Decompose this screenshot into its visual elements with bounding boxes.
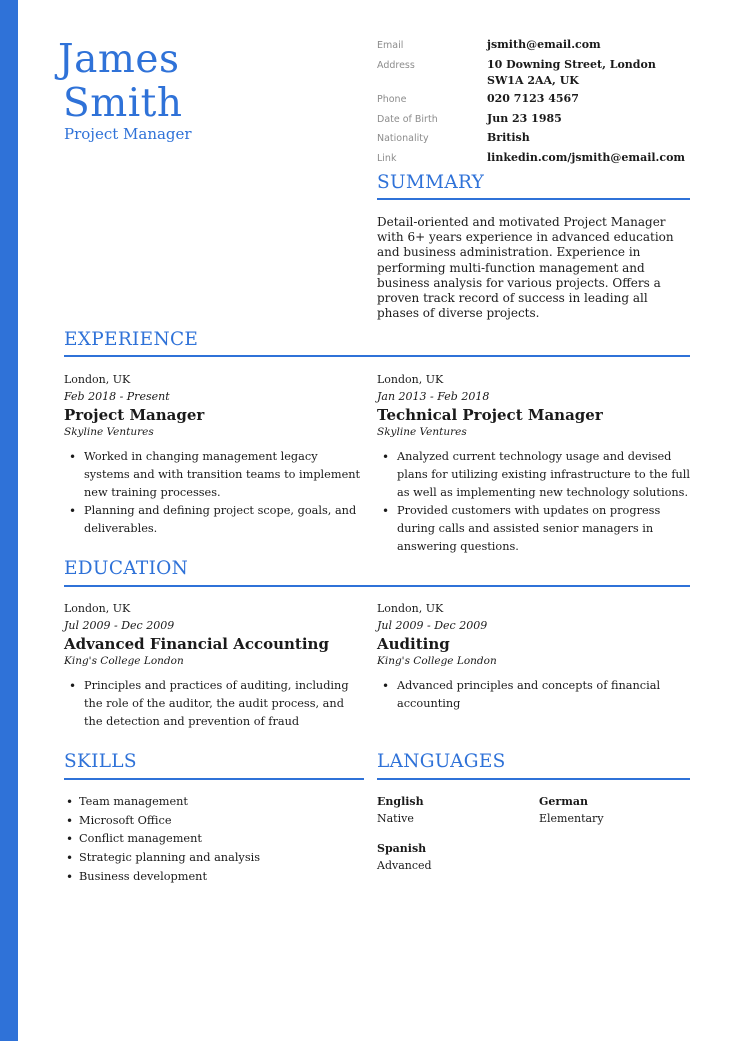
list-item: • Advanced principles and concepts of financial accounting — [377, 677, 693, 713]
contact-block — [377, 37, 697, 169]
experience-heading: EXPERIENCE — [64, 329, 199, 350]
language-item — [377, 795, 424, 825]
list-item: • Conflict management — [64, 830, 364, 849]
language-name: German — [539, 795, 588, 808]
list-item: • Principles and practices of auditing, including the role of the auditor, the audit process, and the detection and prevention of fraud — [64, 677, 364, 731]
entry-location: London, UK — [377, 602, 444, 615]
skills-heading: SKILLS — [64, 751, 137, 772]
accent-side-bar — [0, 0, 18, 1041]
education-divider — [64, 585, 690, 587]
first-name: James — [58, 37, 180, 82]
address-value: 10 Downing Street, London SW1A 2AA, UK — [487, 57, 656, 87]
education-entry — [64, 602, 364, 731]
phone-value: 020 7123 4567 — [487, 92, 579, 105]
contact-row-phone — [377, 91, 697, 108]
dob-value: Jun 23 1985 — [487, 111, 562, 125]
entry-dates: Feb 2018 - Present — [64, 390, 170, 403]
entry-title: Technical Project Manager — [377, 406, 603, 424]
last-name: Smith — [63, 81, 183, 126]
contact-row-link — [377, 150, 697, 167]
candidate-role: Project Manager — [64, 125, 192, 143]
contact-row-address — [377, 57, 697, 89]
list-item: • Team management — [64, 793, 364, 812]
entry-location: London, UK — [377, 373, 444, 386]
experience-divider — [64, 355, 690, 357]
entry-bullets — [64, 448, 364, 538]
contact-row-nationality — [377, 130, 697, 147]
entry-dates: Jul 2009 - Dec 2009 — [64, 619, 175, 632]
summary-heading: SUMMARY — [377, 172, 485, 193]
contact-label: Phone — [377, 94, 407, 105]
entry-bullets — [377, 677, 693, 713]
contact-label: Date of Birth — [377, 113, 438, 125]
language-level: Elementary — [539, 812, 604, 825]
language-name: Spanish — [377, 842, 427, 855]
list-item: • Business development — [64, 868, 364, 887]
entry-bullets — [64, 677, 364, 731]
contact-label: Email — [377, 40, 404, 51]
language-name: English — [377, 795, 424, 808]
experience-entry — [377, 373, 693, 556]
contact-label: Link — [377, 152, 397, 164]
experience-entry — [64, 373, 364, 538]
list-item: • Provided customers with updates on progress during calls and assisted senior managers in answering questions. — [377, 502, 693, 556]
list-item: • Strategic planning and analysis — [64, 849, 364, 868]
entry-title: Project Manager — [64, 406, 205, 424]
entry-title: Advanced Financial Accounting — [64, 635, 329, 653]
list-item: • Analyzed current technology usage and devised plans for utilizing existing infrastructure to the full as well as implementing new technology solutions. — [377, 448, 693, 502]
entry-dates: Jul 2009 - Dec 2009 — [377, 619, 488, 632]
contact-row-dob — [377, 111, 697, 128]
entry-organization: Skyline Ventures — [64, 426, 154, 438]
language-item — [539, 795, 604, 825]
contact-label: Nationality — [377, 133, 429, 144]
entry-dates: Jan 2013 - Feb 2018 — [377, 390, 490, 403]
language-level: Advanced — [377, 859, 432, 872]
list-item: • Worked in changing management legacy systems and with transition teams to implement new training processes. — [64, 448, 364, 502]
contact-label: Address — [377, 59, 415, 71]
languages-heading: LANGUAGES — [377, 751, 506, 772]
list-item: • Microsoft Office — [64, 812, 364, 831]
skills-list — [64, 793, 364, 887]
entry-organization: King's College London — [377, 655, 497, 667]
nationality-value: British — [487, 131, 530, 144]
entry-organization: King's College London — [64, 655, 184, 667]
languages-divider — [377, 778, 690, 780]
entry-organization: Skyline Ventures — [377, 426, 467, 438]
entry-location: London, UK — [64, 373, 131, 386]
language-item — [377, 842, 432, 872]
link-value[interactable]: linkedin.com/jsmith@email.com — [487, 150, 686, 164]
summary-text: Detail-oriented and motivated Project Manager with 6+ years experience in advanced education and business administration. Experience in performing multi-function management and business analysis for various projects. Offers a proven track record of success in leading all phases of diverse projects. — [377, 215, 674, 321]
contact-row-email — [377, 37, 697, 54]
language-level: Native — [377, 812, 414, 825]
entry-location: London, UK — [64, 602, 131, 615]
candidate-name — [58, 38, 328, 126]
entry-title: Auditing — [377, 635, 450, 653]
education-heading: EDUCATION — [64, 558, 189, 579]
summary-divider — [377, 198, 690, 200]
education-entry — [377, 602, 693, 713]
email-value[interactable]: jsmith@email.com — [487, 38, 601, 51]
skills-divider — [64, 778, 364, 780]
entry-bullets — [377, 448, 693, 556]
list-item: • Planning and defining project scope, goals, and deliverables. — [64, 502, 364, 538]
